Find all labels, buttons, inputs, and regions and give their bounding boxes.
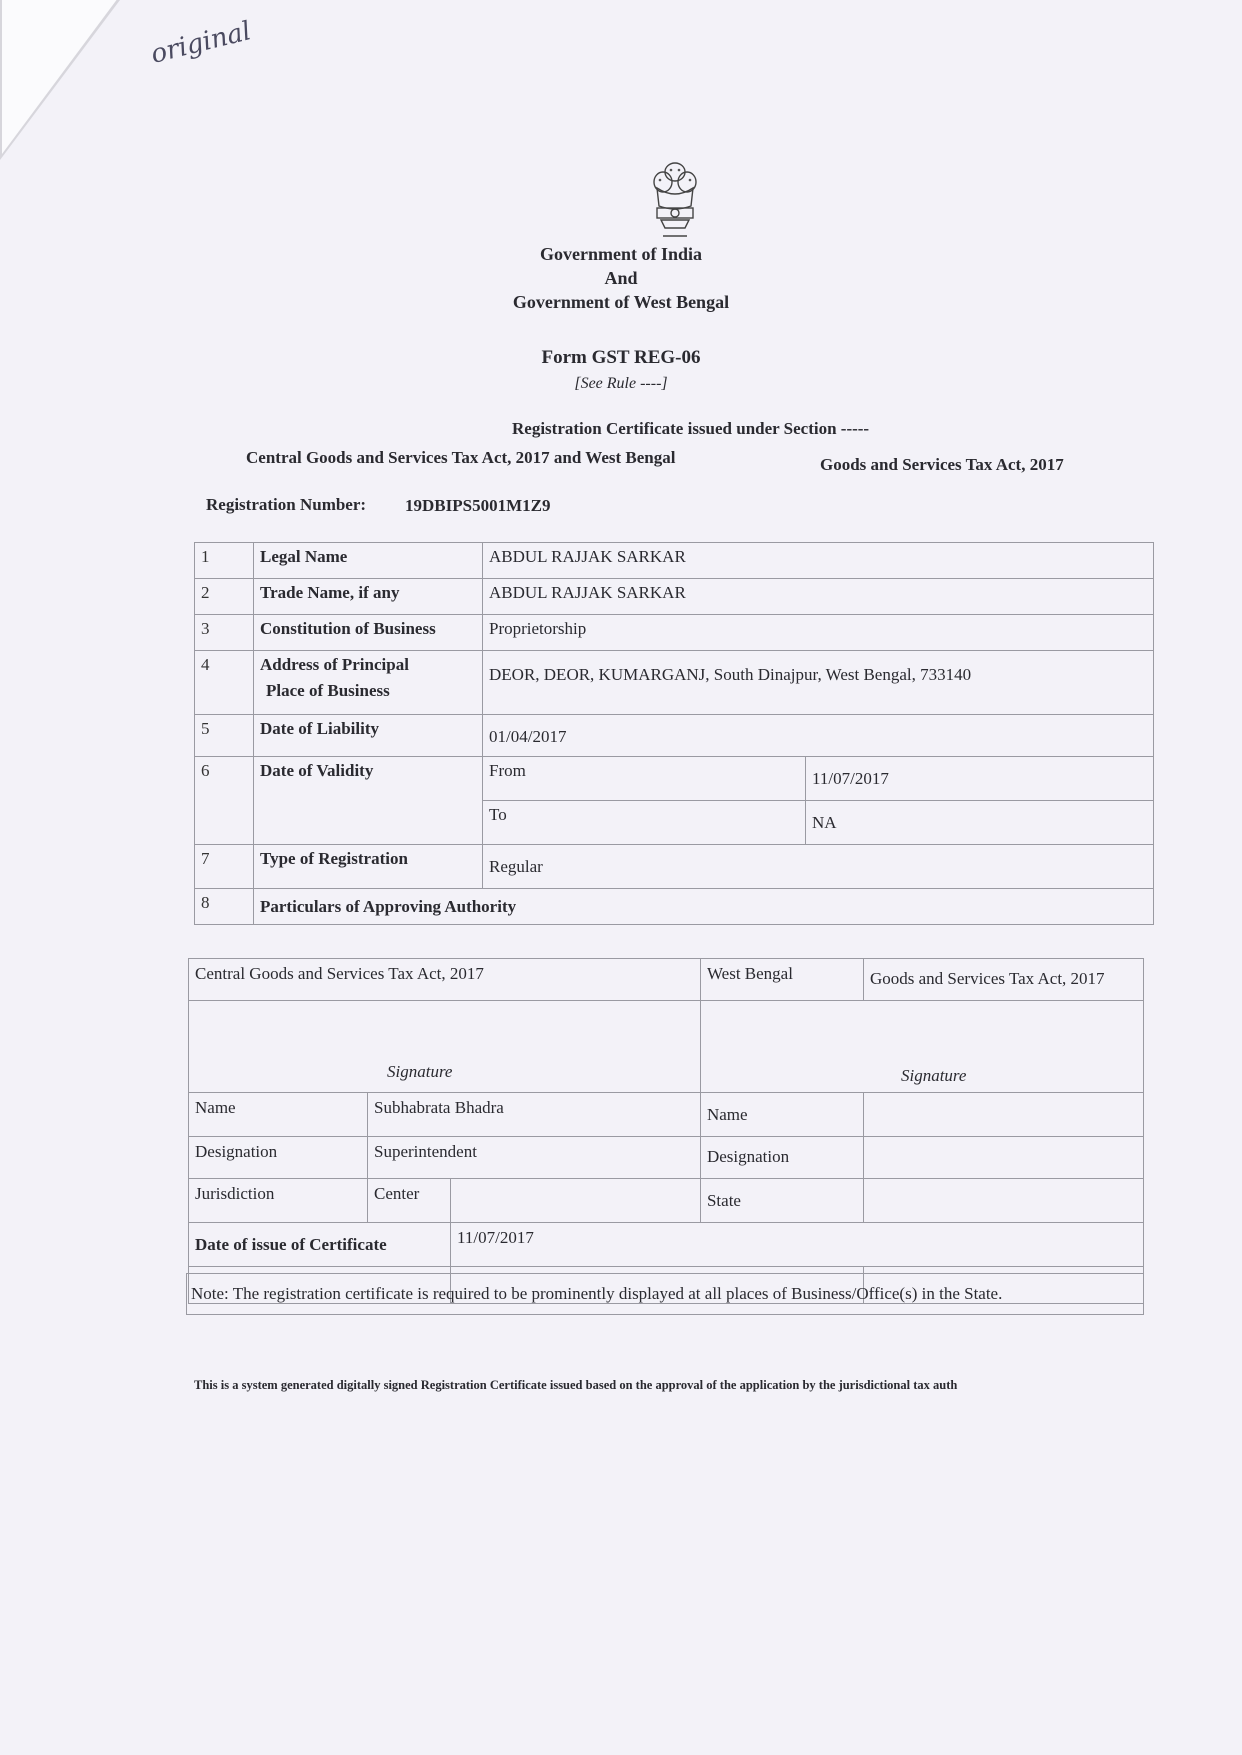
central-act-label: Central Goods and Services Tax Act, 2017 (189, 959, 701, 1001)
table-row (195, 579, 1154, 615)
date-of-validity-label: Date of Validity (254, 757, 483, 845)
display-note: Note: The registration certificate is required to be prominently displayed at all places of Business/Office(s) in the State. (186, 1273, 1144, 1315)
jurisdiction-label: Jurisdiction (189, 1179, 368, 1223)
table-row (189, 1093, 1144, 1137)
type-of-registration-label: Type of Registration (254, 845, 483, 889)
national-emblem-icon (645, 158, 705, 250)
type-of-registration-value: Regular (483, 845, 1154, 889)
address-label-line-2: Place of Business (266, 681, 390, 700)
table-row (195, 757, 1154, 801)
header-line-3: Government of West Bengal (512, 292, 730, 312)
table-row (195, 543, 1154, 579)
row-number: 2 (195, 579, 254, 615)
address-label-line-1: Address of Principal (260, 655, 409, 674)
system-generated-footer: This is a system generated digitally signed Registration Certificate issued based on the approval of the application by the jurisdictional tax auth (194, 1378, 958, 1392)
handwritten-note: original (147, 16, 255, 70)
right-state-value (863, 1179, 1143, 1223)
validity-to-value: NA (806, 801, 1154, 845)
table-row (195, 615, 1154, 651)
right-name-value (863, 1093, 1143, 1137)
table-row (195, 845, 1154, 889)
right-designation-label: Designation (700, 1137, 863, 1179)
right-name-label: Name (700, 1093, 863, 1137)
row-number: 1 (195, 543, 254, 579)
constitution-value: Proprietorship (483, 615, 1154, 651)
address-value: DEOR, DEOR, KUMARGANJ, South Dinajpur, West Bengal, 733140 (483, 651, 1154, 715)
table-row (189, 1137, 1144, 1179)
name-value: Subhabrata Bhadra (368, 1093, 701, 1137)
date-of-liability-value: 01/04/2017 (483, 715, 1154, 757)
certificate-heading: Registration Certificate issued under Section ----- (512, 419, 870, 438)
folded-corner-fill (2, 0, 118, 154)
name-label: Name (189, 1093, 368, 1137)
signature-right: Signature (700, 1001, 1143, 1093)
constitution-label: Constitution of Business (254, 615, 483, 651)
table-row (195, 715, 1154, 757)
jurisdiction-value: Center (368, 1179, 451, 1223)
approving-authority-label: Particulars of Approving Authority (254, 889, 1154, 925)
issue-date-value: 11/07/2017 (451, 1223, 1144, 1267)
registration-number-label: Registration Number: (206, 495, 367, 514)
validity-from-label: From (483, 757, 806, 801)
table-row (189, 1223, 1144, 1267)
table-row (189, 959, 1144, 1001)
state-act-label: Goods and Services Tax Act, 2017 (863, 959, 1143, 1001)
date-of-liability-label: Date of Liability (254, 715, 483, 757)
act-heading-left: Central Goods and Services Tax Act, 2017 and West Bengal (246, 448, 676, 467)
legal-name-label: Legal Name (254, 543, 483, 579)
table-row (195, 651, 1154, 715)
right-state-label: State (700, 1179, 863, 1223)
jurisdiction-extra (451, 1179, 701, 1223)
row-number: 5 (195, 715, 254, 757)
header-line-1: Government of India (540, 244, 702, 264)
table-row (195, 889, 1154, 925)
approving-authority-table (188, 958, 1144, 1304)
form-rule: [See Rule ----] (574, 375, 668, 392)
table-row (189, 1179, 1144, 1223)
header-line-2: And (604, 268, 638, 288)
row-number: 4 (195, 651, 254, 715)
trade-name-value: ABDUL RAJJAK SARKAR (483, 579, 1154, 615)
state-name-label: West Bengal (700, 959, 863, 1001)
designation-label: Designation (189, 1137, 368, 1179)
row-number: 3 (195, 615, 254, 651)
trade-name-label: Trade Name, if any (254, 579, 483, 615)
registration-number-value: 19DBIPS5001M1Z9 (405, 496, 551, 515)
registration-details-table (194, 542, 1154, 925)
right-designation-value (863, 1137, 1143, 1179)
designation-value: Superintendent (368, 1137, 701, 1179)
row-number: 6 (195, 757, 254, 845)
issue-date-label: Date of issue of Certificate (189, 1223, 451, 1267)
validity-to-label: To (483, 801, 806, 845)
row-number: 7 (195, 845, 254, 889)
address-label (254, 651, 483, 715)
act-heading-right: Goods and Services Tax Act, 2017 (820, 455, 1064, 474)
signature-left: Signature (189, 1001, 701, 1093)
legal-name-value: ABDUL RAJJAK SARKAR (483, 543, 1154, 579)
form-title: Form GST REG-06 (541, 347, 701, 368)
row-number: 8 (195, 889, 254, 925)
validity-from-value: 11/07/2017 (806, 757, 1154, 801)
table-row (189, 1001, 1144, 1093)
